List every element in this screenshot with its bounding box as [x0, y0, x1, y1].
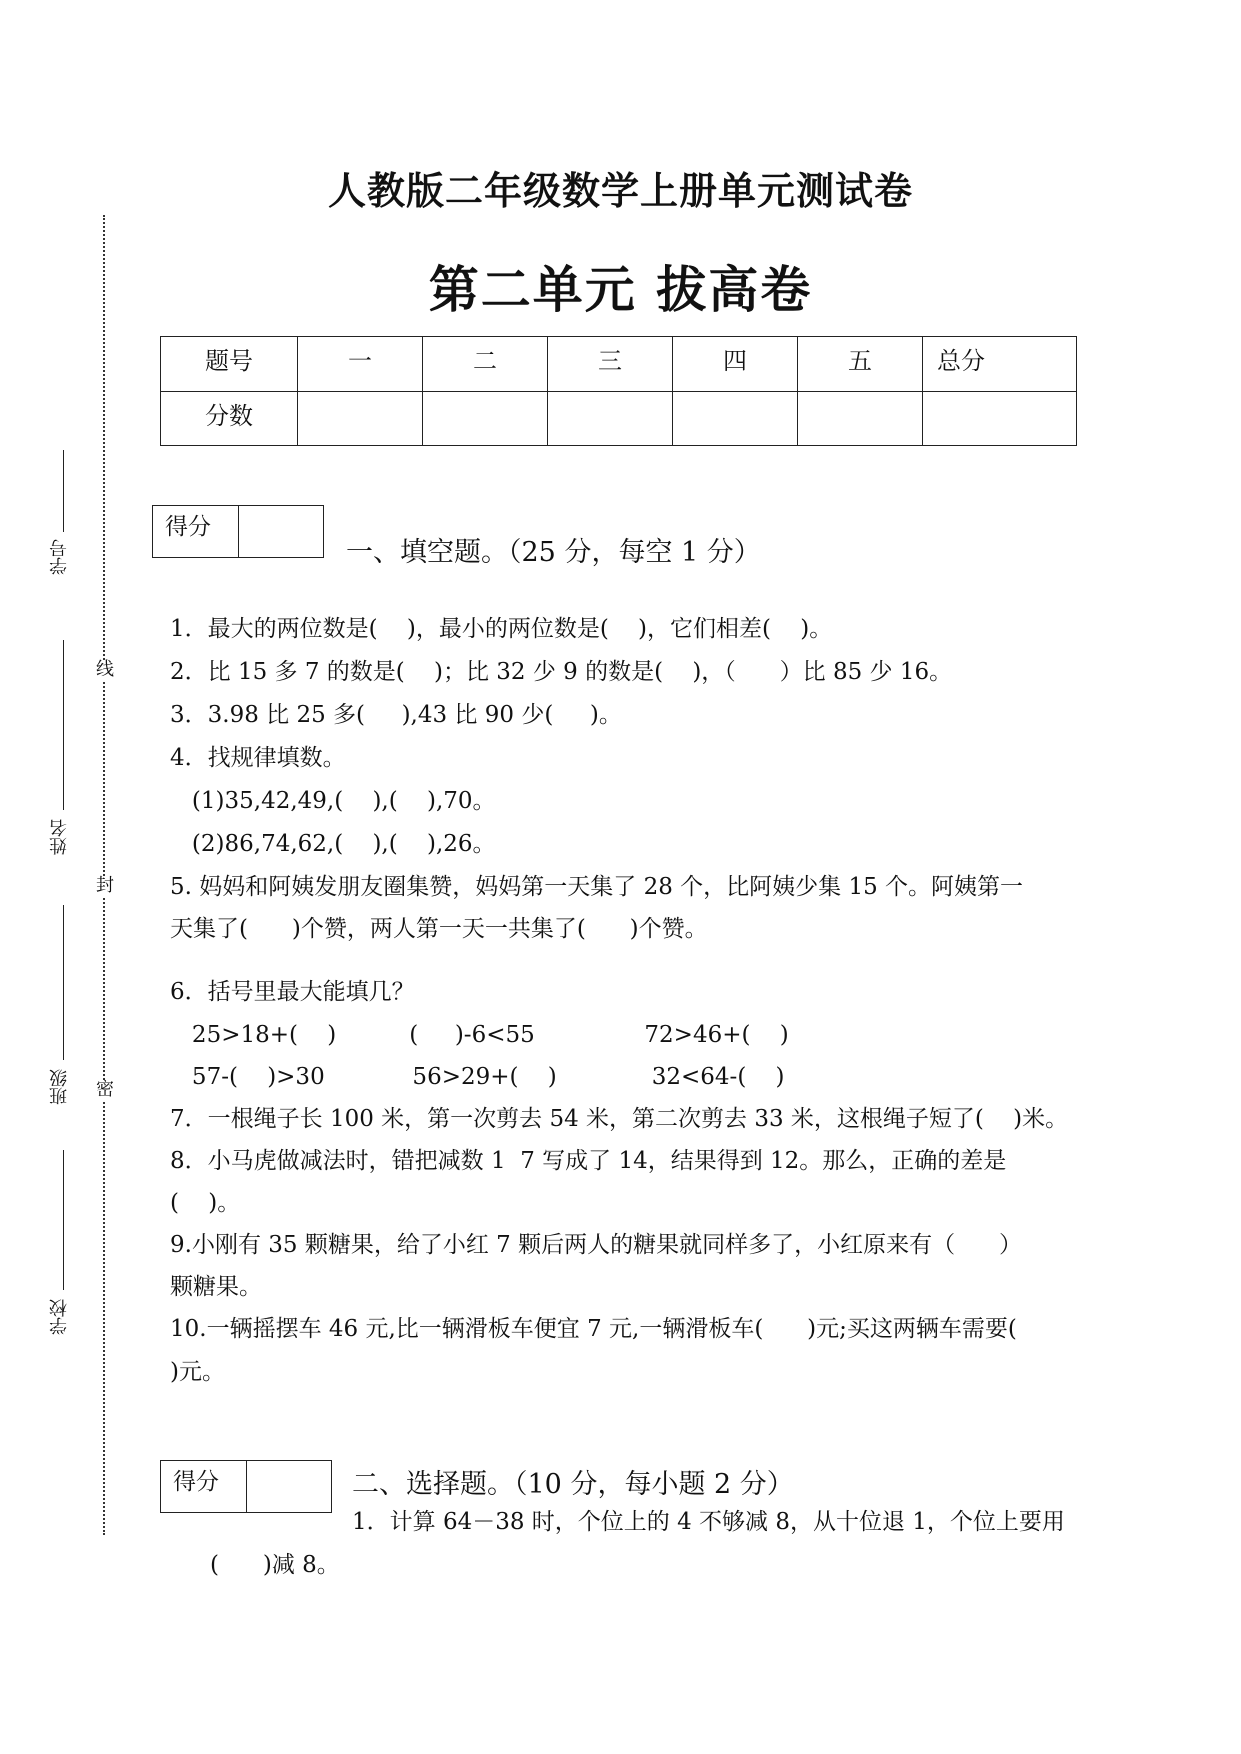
section1-score-box	[152, 505, 324, 558]
question-line: 8．小马虎做减法时，错把减数 1 7 写成了 14，结果得到 12。那么，正确的差是	[170, 1148, 1007, 1174]
question-line: 25>18+( ) ( )-6<55 72>46+( )	[170, 1022, 789, 1048]
score-cell[interactable]	[673, 391, 798, 446]
field-blank-line	[63, 450, 64, 532]
field-label: 学校	[49, 1299, 70, 1335]
exam-subtitle: 第二单元 拔高卷	[428, 260, 813, 319]
question-line: (2)86,74,62,( ),( ),26。	[170, 831, 496, 857]
question-line: 天集了( )个赞，两人第一天一共集了( )个赞。	[170, 916, 708, 942]
exam-title: 人教版二年级数学上册单元测试卷	[327, 168, 913, 213]
score-box-label: 得分	[161, 1461, 247, 1512]
score-table-row-label: 分数	[161, 391, 298, 446]
question-line: (1)35,42,49,( ),( ),70。	[170, 788, 496, 814]
score-cell[interactable]	[923, 391, 1077, 446]
question-line: 1．最大的两位数是( )，最小的两位数是( )，它们相差( )。	[170, 616, 833, 642]
question-line: 2．比 15 多 7 的数是( )；比 32 少 9 的数是( )，（ ）比 85 少 16。	[170, 659, 953, 685]
question-line: 10.一辆摇摆车 46 元,比一辆滑板车便宜 7 元,一辆滑板车( )元;买这两辆车需要(	[170, 1316, 1017, 1342]
field-blank-line	[63, 640, 64, 810]
question-line: ( )减 8。	[210, 1552, 340, 1578]
field-school[interactable]	[48, 1150, 70, 1335]
field-blank-line	[63, 905, 64, 1060]
question-line: 6．括号里最大能填几？	[170, 979, 415, 1005]
question-line: 5. 妈妈和阿姨发朋友圈集赞，妈妈第一天集了 28 个，比阿姨少集 15 个。阿姨第一	[170, 874, 1024, 900]
score-table-header-cell: 二	[423, 337, 548, 392]
score-table-header-cell: 五	[798, 337, 923, 392]
binding-word-xian: 线	[96, 659, 114, 680]
binding-word-mi: 密	[96, 1079, 114, 1100]
field-class[interactable]	[48, 905, 70, 1105]
question-line: 1．计算 64－38 时，个位上的 4 不够减 8，从十位退 1，个位上要用	[352, 1509, 1065, 1535]
section2-score-box	[160, 1460, 332, 1513]
field-label: 班级	[49, 1069, 70, 1105]
score-table	[160, 336, 1077, 446]
score-box-label: 得分	[153, 506, 239, 557]
field-blank-line	[63, 1150, 64, 1290]
question-line: ( )。	[170, 1190, 241, 1216]
score-box-blank[interactable]	[239, 506, 323, 557]
question-line: )元。	[170, 1359, 225, 1385]
question-line: 4．找规律填数。	[170, 745, 346, 771]
score-cell[interactable]	[798, 391, 923, 446]
score-table-header-cell: 一	[298, 337, 423, 392]
question-line: 颗糖果。	[170, 1274, 262, 1300]
question-line: 3．3.98 比 25 多( ),43 比 90 少( )。	[170, 702, 622, 728]
question-line: 9.小刚有 35 颗糖果，给了小红 7 颗后两人的糖果就同样多了，小红原来有（ ）	[170, 1232, 1022, 1258]
binding-word-feng: 封	[96, 875, 114, 896]
score-table-header-cell: 三	[548, 337, 673, 392]
question-line: 7．一根绳子长 100 米，第一次剪去 54 米，第二次剪去 33 米，这根绳子短了( )米。	[170, 1106, 1069, 1132]
section2-heading: 二、选择题。（10 分，每小题 2 分）	[352, 1469, 794, 1500]
score-cell[interactable]	[298, 391, 423, 446]
question-line: 57-( )>30 56>29+( ) 32<64-( )	[170, 1064, 785, 1090]
score-table-header-row	[161, 337, 1077, 392]
field-student-number[interactable]	[48, 450, 70, 575]
field-name[interactable]	[48, 640, 70, 855]
score-table-header-cell: 四	[673, 337, 798, 392]
score-table-score-row	[161, 391, 1077, 446]
score-cell[interactable]	[423, 391, 548, 446]
score-table-header-cell: 总分	[923, 337, 1077, 392]
score-box-blank[interactable]	[247, 1461, 331, 1512]
field-label: 学号	[49, 539, 70, 575]
score-cell[interactable]	[548, 391, 673, 446]
score-table-header-cell: 题号	[161, 337, 298, 392]
section1-heading: 一、填空题。（25 分，每空 1 分）	[346, 537, 761, 568]
field-label: 姓名	[49, 819, 70, 855]
